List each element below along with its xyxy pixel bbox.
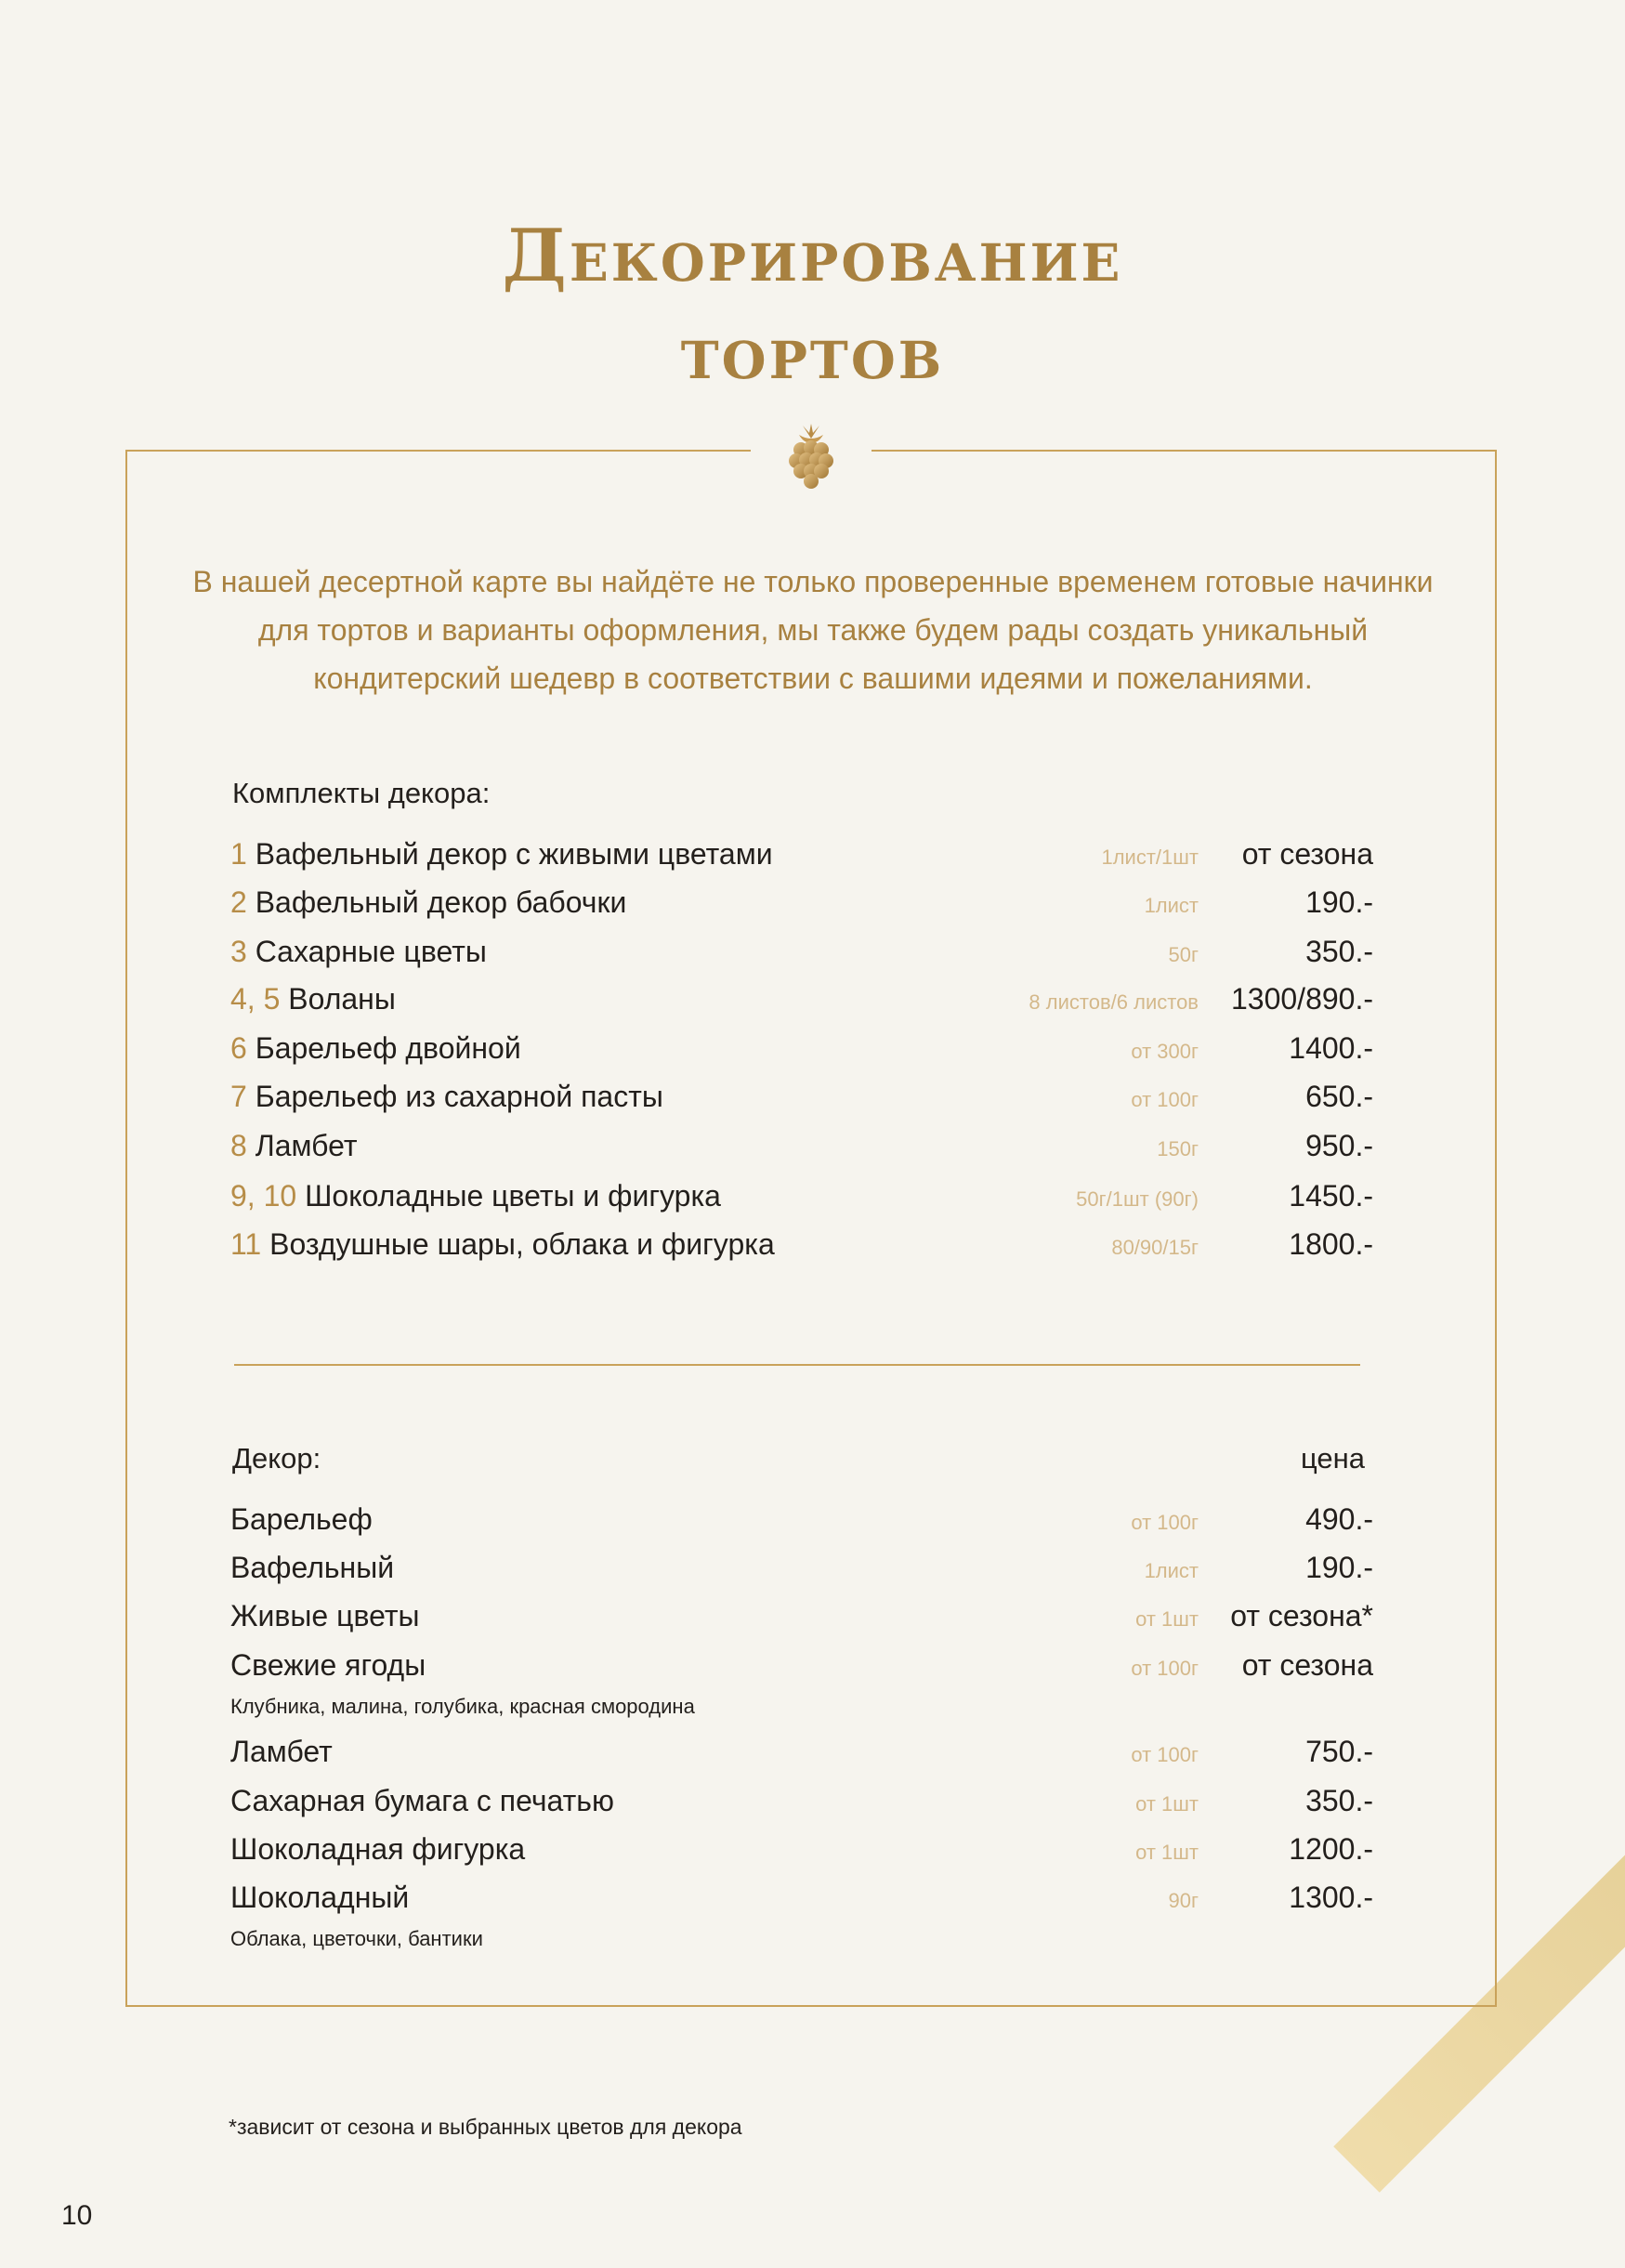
kit-item [230, 976, 1373, 1022]
kit-price: 1300/890.- [1230, 982, 1373, 1016]
page-title [0, 205, 1625, 400]
kit-weight: 50г/1шт (90г) [1076, 1187, 1199, 1211]
decor-weight: от 1шт [1135, 1792, 1199, 1816]
decor-name: Барельеф [230, 1502, 373, 1536]
decor-price: 1300.- [1289, 1881, 1373, 1914]
decor-name: Вафельный [230, 1551, 395, 1584]
decor-name: Живые цветы [230, 1599, 420, 1632]
decor-name: Шоколадный [230, 1881, 410, 1914]
kit-number: 11 [230, 1227, 262, 1261]
decor-weight: от 1шт [1135, 1607, 1199, 1631]
kit-name: Шоколадные цветы и фигурка [305, 1179, 721, 1213]
decor-name: Сахарная бумага с печатью [230, 1784, 614, 1817]
kit-number: 7 [230, 1080, 247, 1113]
decor-weight: от 100г [1131, 1743, 1199, 1766]
kit-number: 2 [230, 885, 247, 919]
kit-price: 950.- [1305, 1129, 1373, 1162]
title-line-2: тортов [680, 311, 945, 397]
intro-text: В нашей десертной карте вы найдёте не только проверенные временем готовые начинки для тортов и варианты оформления, мы также будем рады создать уникальный кондитерский шедевр в соответствии с вашими идеями и пожеланиями. [192, 565, 1434, 695]
decor-weight: 1лист [1144, 1559, 1199, 1582]
kit-item [230, 1025, 1373, 1071]
kit-price: 350.- [1305, 935, 1373, 968]
decor-name: Свежие ягоды [230, 1648, 426, 1682]
kit-weight: 50г [1168, 943, 1199, 966]
decor-heading: Декор: [232, 1442, 321, 1475]
footnote: *зависит от сезона и выбранных цветов для декора [229, 2115, 742, 2139]
kit-weight: 150г [1157, 1137, 1199, 1160]
decor-name: Ламбет [230, 1735, 333, 1768]
decor-weight: от 100г [1131, 1511, 1199, 1534]
decor-price: 190.- [1305, 1551, 1373, 1584]
decor-item [230, 1593, 1373, 1639]
raspberry-icon [782, 422, 840, 491]
decor-price: 490.- [1305, 1502, 1373, 1536]
decor-price: 350.- [1305, 1784, 1373, 1817]
decor-item [230, 1496, 1373, 1542]
kit-name: Ламбет [255, 1129, 358, 1162]
decor-weight: от 100г [1131, 1657, 1199, 1680]
kit-weight: от 300г [1131, 1040, 1199, 1063]
kit-weight: от 100г [1131, 1088, 1199, 1111]
decor-item [230, 1777, 1373, 1824]
kit-name: Барельеф из сахарной пасты [255, 1080, 663, 1113]
kit-weight: 1лист/1шт [1101, 846, 1199, 869]
kit-name: Воздушные шары, облака и фигурка [269, 1227, 775, 1261]
decor-price: от сезона* [1230, 1599, 1373, 1632]
decor-price: от сезона [1241, 1648, 1373, 1682]
kit-item [230, 1073, 1373, 1120]
section-divider [234, 1364, 1360, 1366]
kit-number: 9, 10 [230, 1179, 297, 1213]
price-header: цена [1301, 1442, 1366, 1475]
kit-number: 3 [230, 935, 247, 968]
decor-price: 1200.- [1289, 1832, 1373, 1866]
kit-name: Сахарные цветы [255, 935, 487, 968]
kit-number: 8 [230, 1129, 247, 1162]
decor-item [230, 1874, 1373, 1921]
decor-item [230, 1544, 1373, 1591]
kit-price: 1800.- [1289, 1227, 1373, 1261]
kit-name: Барельеф двойной [255, 1031, 521, 1065]
decor-item [230, 1642, 1373, 1688]
decor-item [230, 1826, 1373, 1872]
kit-number: 1 [230, 837, 247, 871]
page-number: 10 [61, 2200, 93, 2231]
kit-price: 1450.- [1289, 1179, 1373, 1213]
decor-weight: 90г [1168, 1889, 1199, 1912]
kit-name: Вафельный декор с живыми цветами [255, 837, 773, 871]
decor-price: 750.- [1305, 1735, 1373, 1768]
kit-item [230, 928, 1373, 975]
title-line-1: Декорирование [502, 214, 1123, 299]
kit-price: 650.- [1305, 1080, 1373, 1113]
kit-item [230, 879, 1373, 925]
kit-weight: 1лист [1144, 894, 1199, 917]
kit-item [230, 831, 1373, 877]
decor-item [230, 1728, 1373, 1775]
decor-name: Шоколадная фигурка [230, 1832, 526, 1866]
kit-item [230, 1122, 1373, 1169]
kit-price: 1400.- [1289, 1031, 1373, 1065]
kit-number: 4, 5 [230, 982, 281, 1016]
kit-weight: 80/90/15г [1111, 1236, 1199, 1259]
kit-item [230, 1173, 1373, 1219]
kit-item [230, 1221, 1373, 1267]
kits-heading: Комплекты декора: [232, 777, 491, 809]
kit-number: 6 [230, 1031, 247, 1065]
kit-price: от сезона [1241, 837, 1373, 871]
kit-weight: 8 листов/6 листов [1029, 990, 1199, 1014]
kit-name: Воланы [288, 982, 396, 1016]
decor-note: Облака, цветочки, бантики [230, 1927, 483, 1950]
kit-price: 190.- [1305, 885, 1373, 919]
decor-note: Клубника, малина, голубика, красная смородина [230, 1695, 695, 1718]
kit-name: Вафельный декор бабочки [255, 885, 627, 919]
decor-weight: от 1шт [1135, 1841, 1199, 1864]
